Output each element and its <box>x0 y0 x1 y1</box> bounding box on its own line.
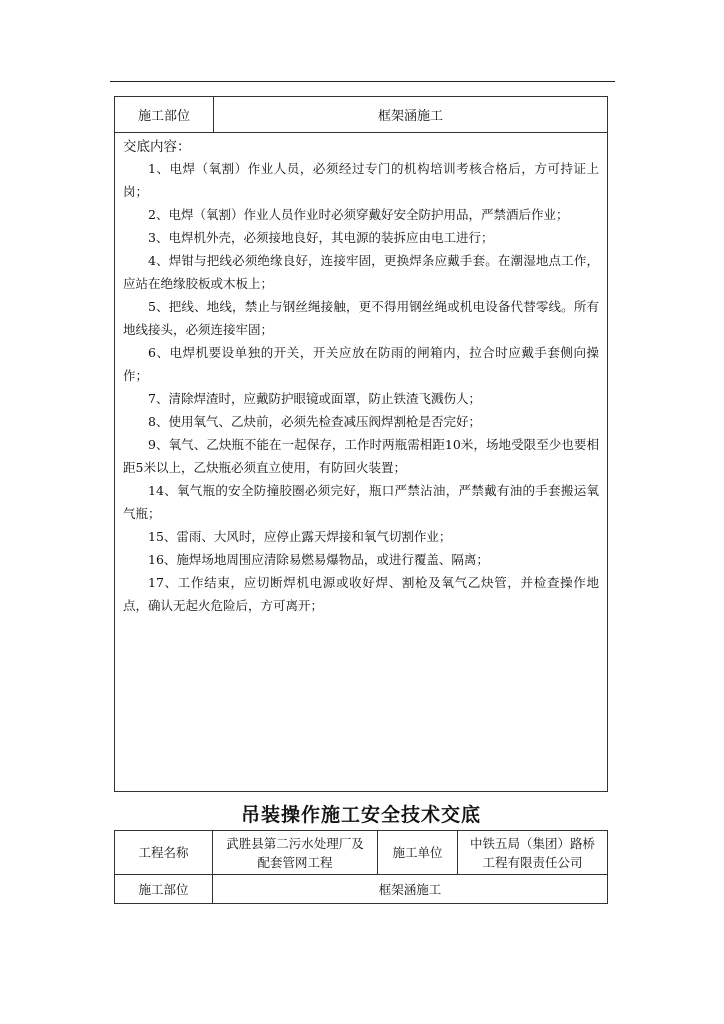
content-item: 5、把线、地线，禁止与钢丝绳接触，更不得用钢丝绳或机电设备代替零线。所有地线接头，必须连接牢固； <box>123 299 599 337</box>
section-title: 吊装操作施工安全技术交底 <box>240 804 481 826</box>
construction-part-label-2: 施工部位 <box>115 875 213 903</box>
unit-value: 中铁五局（集团）路桥工程有限责任公司 <box>469 835 595 870</box>
unit-label: 施工单位 <box>378 831 458 874</box>
construction-part-value: 框架涵施工 <box>377 109 443 124</box>
disclosure-content <box>115 133 607 791</box>
content-item: 7、清除焊渣时，应戴防护眼镜或面罩，防止铁渣飞溅伤人； <box>148 391 481 406</box>
project-info-row <box>115 831 607 875</box>
content-title: 交底内容： <box>123 139 191 155</box>
content-item: 8、使用氧气、乙炔前，必须先检查减压阀焊割枪是否完好； <box>148 414 481 429</box>
content-item: 15、雷雨、大风时，应停止露天焊接和氧气切割作业； <box>148 529 452 544</box>
construction-part-row <box>115 97 607 133</box>
content-item: 3、电焊机外壳，必须接地良好，其电源的装拆应由电工进行； <box>148 230 494 245</box>
content-item: 9、氧气、乙炔瓶不能在一起保存，工作时两瓶需相距10米，场地受限至少也要相距5米以上，乙炔瓶必须直立使用，有防回火装置； <box>123 437 599 475</box>
construction-part-row-2 <box>115 875 607 903</box>
content-item: 1、电焊（氧割）作业人员，必须经过专门的机构培训考核合格后，方可持证上岗； <box>123 161 599 199</box>
project-name-label: 工程名称 <box>115 831 213 874</box>
header-rule <box>110 81 615 82</box>
construction-part-label: 施工部位 <box>115 97 214 132</box>
content-item: 4、焊钳与把线必须绝缘良好，连接牢固，更换焊条应戴手套。在潮湿地点工作，应站在绝缘胶板或木板上； <box>123 253 599 291</box>
content-item: 2、电焊（氧割）作业人员作业时必须穿戴好安全防护用品，严禁酒后作业； <box>148 207 569 222</box>
project-info-table <box>114 830 608 904</box>
project-name-value: 武胜县第二污水处理厂及配套管网工程 <box>213 831 378 874</box>
construction-part-value-2: 框架涵施工 <box>378 881 442 897</box>
content-item: 16、施焊场地周围应清除易燃易爆物品，或进行覆盖、隔离； <box>148 552 489 567</box>
content-item: 17、工作结束，应切断焊机电源或收好焊、割枪及氧气乙炔管，并检查操作地点，确认无起火危险后，方可离开； <box>123 575 599 613</box>
disclosure-table <box>114 96 608 792</box>
content-item: 6、电焊机要设单独的开关，开关应放在防雨的闸箱内，拉合时应戴手套侧向操作； <box>123 345 599 383</box>
content-item: 14、氧气瓶的安全防撞胶圈必须完好，瓶口严禁沾油，严禁戴有油的手套搬运氧气瓶； <box>123 483 599 521</box>
